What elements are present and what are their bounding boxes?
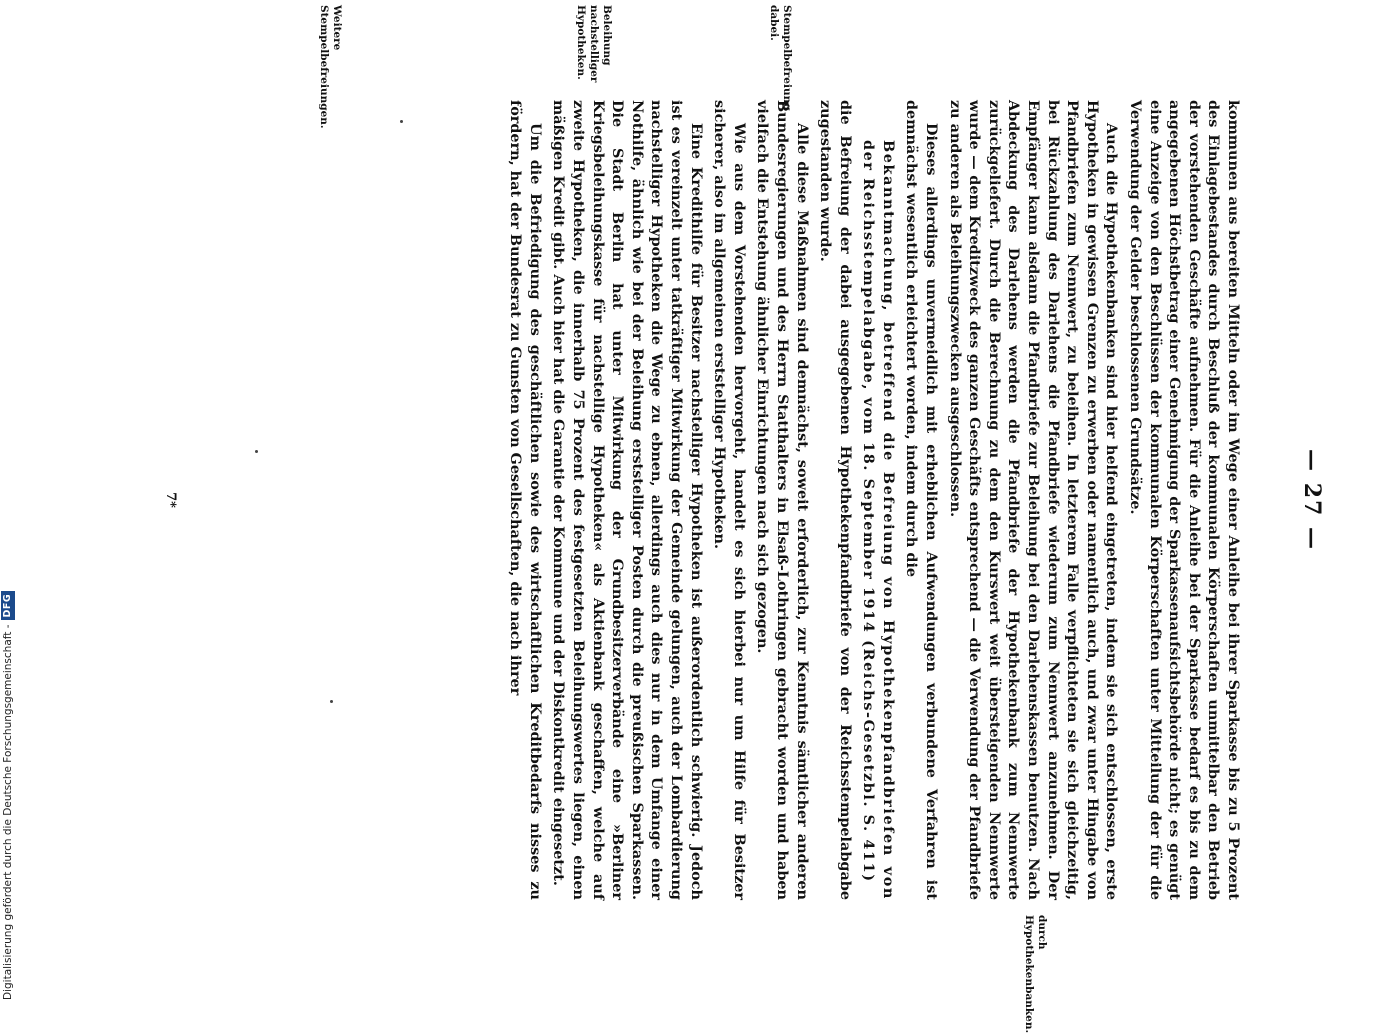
- banner-text: Digitalisierung gefördert durch die Deutsche Forschungsgemeinschaft -: [2, 624, 14, 1000]
- margin-note-weitere: Weitere Stempelbefreiungen.: [318, 5, 343, 129]
- scan-speck: [330, 700, 333, 703]
- signature-mark: 7*: [163, 492, 178, 508]
- margin-note-hypothekenbanken: durch Hypothekenbanken.: [1023, 915, 1048, 1033]
- paragraph-befriedigung: Um die Befriedigung des geschäftlichen sowie des wirtschaftlichen Kreditbedarfs nisses zu fördern, hat der Bundesrat zu Gunsten von Gesellschaften, die nach ihrer: [507, 100, 544, 900]
- paragraph-kredithilfe: Eine Kredithilfe für Besitzer nachstelliger Hypotheken ist außerordentlich schwierig. Jedoch ist es vereinzelt unter tatkräftiger Mitwirkung der Gemeinde gelungen, auch der Lombardierung nachstelliger Hypotheken die Wege zu ebnen, allerdings auch dies nur in dem Umfange einer Nothilfe, ähnlich wie bei der Beleihung erststelliger Posten durch die preußischen Sparkassen. Die Stadt Berlin hat unter Mitwirkung der Grundbesitzerverbände eine »Berliner Kriegsbeleihungskasse für nachstellige Hypotheken« als Aktienbank geschaffen, welche auf zweite Hypotheken, die innerhalb 75 Prozent des festgesetzten Beleihungswertes liegen, einen mäßigen Kredit gibt. Auch hier hat die Garantie der Kommune und der Diskontkredit eingesetzt.: [550, 100, 705, 900]
- digitization-banner: [0, 580, 16, 1000]
- dfg-logo: DFG: [1, 591, 15, 621]
- paragraph-verfahren: Dieses allerdings unvermeidlich mit erheblichen Aufwendungen verbundene Verfahren ist demnächst wesentlich erleichtert worden, indem durch die: [903, 100, 941, 900]
- margin-note-nachstellige: Beleihung nachstelliger Hypotheken.: [575, 5, 613, 83]
- paragraph-bekanntmachung: Bekanntmachung, betreffend die Befreiung von Hypothekenpfandbriefen von der Reichsstempelabgabe, vom 18. September 1914 (Reichs-Gesetzbl. S. 411): [860, 140, 897, 900]
- paragraph-massnahmen: Alle diese Maßnahmen sind demnächst, soweit erforderlich, zur Kenntnis sämtlicher anderen Bundesregierungen und des Herrn Statthalters in Elsaß-Lothringen gebracht worden und haben vielfach die Entstehung ähnlicher Einrichtungen nach sich gezogen.: [754, 100, 811, 900]
- paragraph-hilfe: Wie aus dem Vorstehenden hervorgeht, handelt es sich hierbei nur um Hilfe für Besitzer sicherer, also im allgemeinen erststelliger Hypotheken.: [711, 100, 748, 900]
- paragraph-befreiung: die Befreiung der dabei ausgegebenen Hypothekenpfandbriefe von der Reichsstempelabgabe zugestanden wurde.: [817, 100, 854, 900]
- page-number: — 27 —: [1299, 449, 1325, 551]
- scan-speck: [400, 120, 403, 123]
- paragraph-sparkasse: kommunen aus bereiten Mitteln oder im Wege einer Anleihe bei ihrer Sparkasse bis zu 5 Prozent des Einlagebestandes durch Beschluß der kommunalen Körperschaften unmittelbar den Betrieb der vorstehenden Geschäfte aufnehmen. Für die Anleihe bei der Sparkasse bedarf es bis zu dem angegebenen Höchstbetrag einer Genehmigung der Sparkassenaufsichtsbehörde nicht; es genügt eine Anzeige von den Beschlüssen der kommunalen Körperschaften unter Mitteilung der für die Verwendung der Gelder beschlossenen Grundsätze.: [1127, 100, 1242, 900]
- scan-speck: [255, 450, 258, 453]
- body-text: [502, 100, 1243, 900]
- paragraph-hypothekenbanken: Auch die Hypothekenbanken sind hier helfend eingetreten, indem sie sich entschlossen, erste Hypotheken in gewissen Grenzen zu erwerben oder namentlich auch, und zwar unter Hingabe von Pfandbriefen zum Nennwert, zu beleihen. In letzterem Falle verpflichteten sie sich gleichzeitig, bei Rückzahlung des Darlehens die Pfandbriefe wiederum zum Nennwert anzunehmen. Der Empfänger kann alsdann die Pfandbriefe zur Beleihung bei den Darlehenskassen benutzen. Nach Abdeckung des Darlehens werden die Pfandbriefe der Hypothekenbank zum Nennwerte zurückgeliefert. Durch die Berechnung zu dem den Kurswert weit übersteigenden Nennwerte wurde — dem Kreditzweck des ganzen Geschäfts entsprechend — die Verwendung der Pfandbriefe zu anderen als Beleihungszwecken ausgeschlossen.: [946, 100, 1121, 900]
- margin-note-stempelbefreiung: Stempelbefreiung dabei.: [768, 5, 793, 111]
